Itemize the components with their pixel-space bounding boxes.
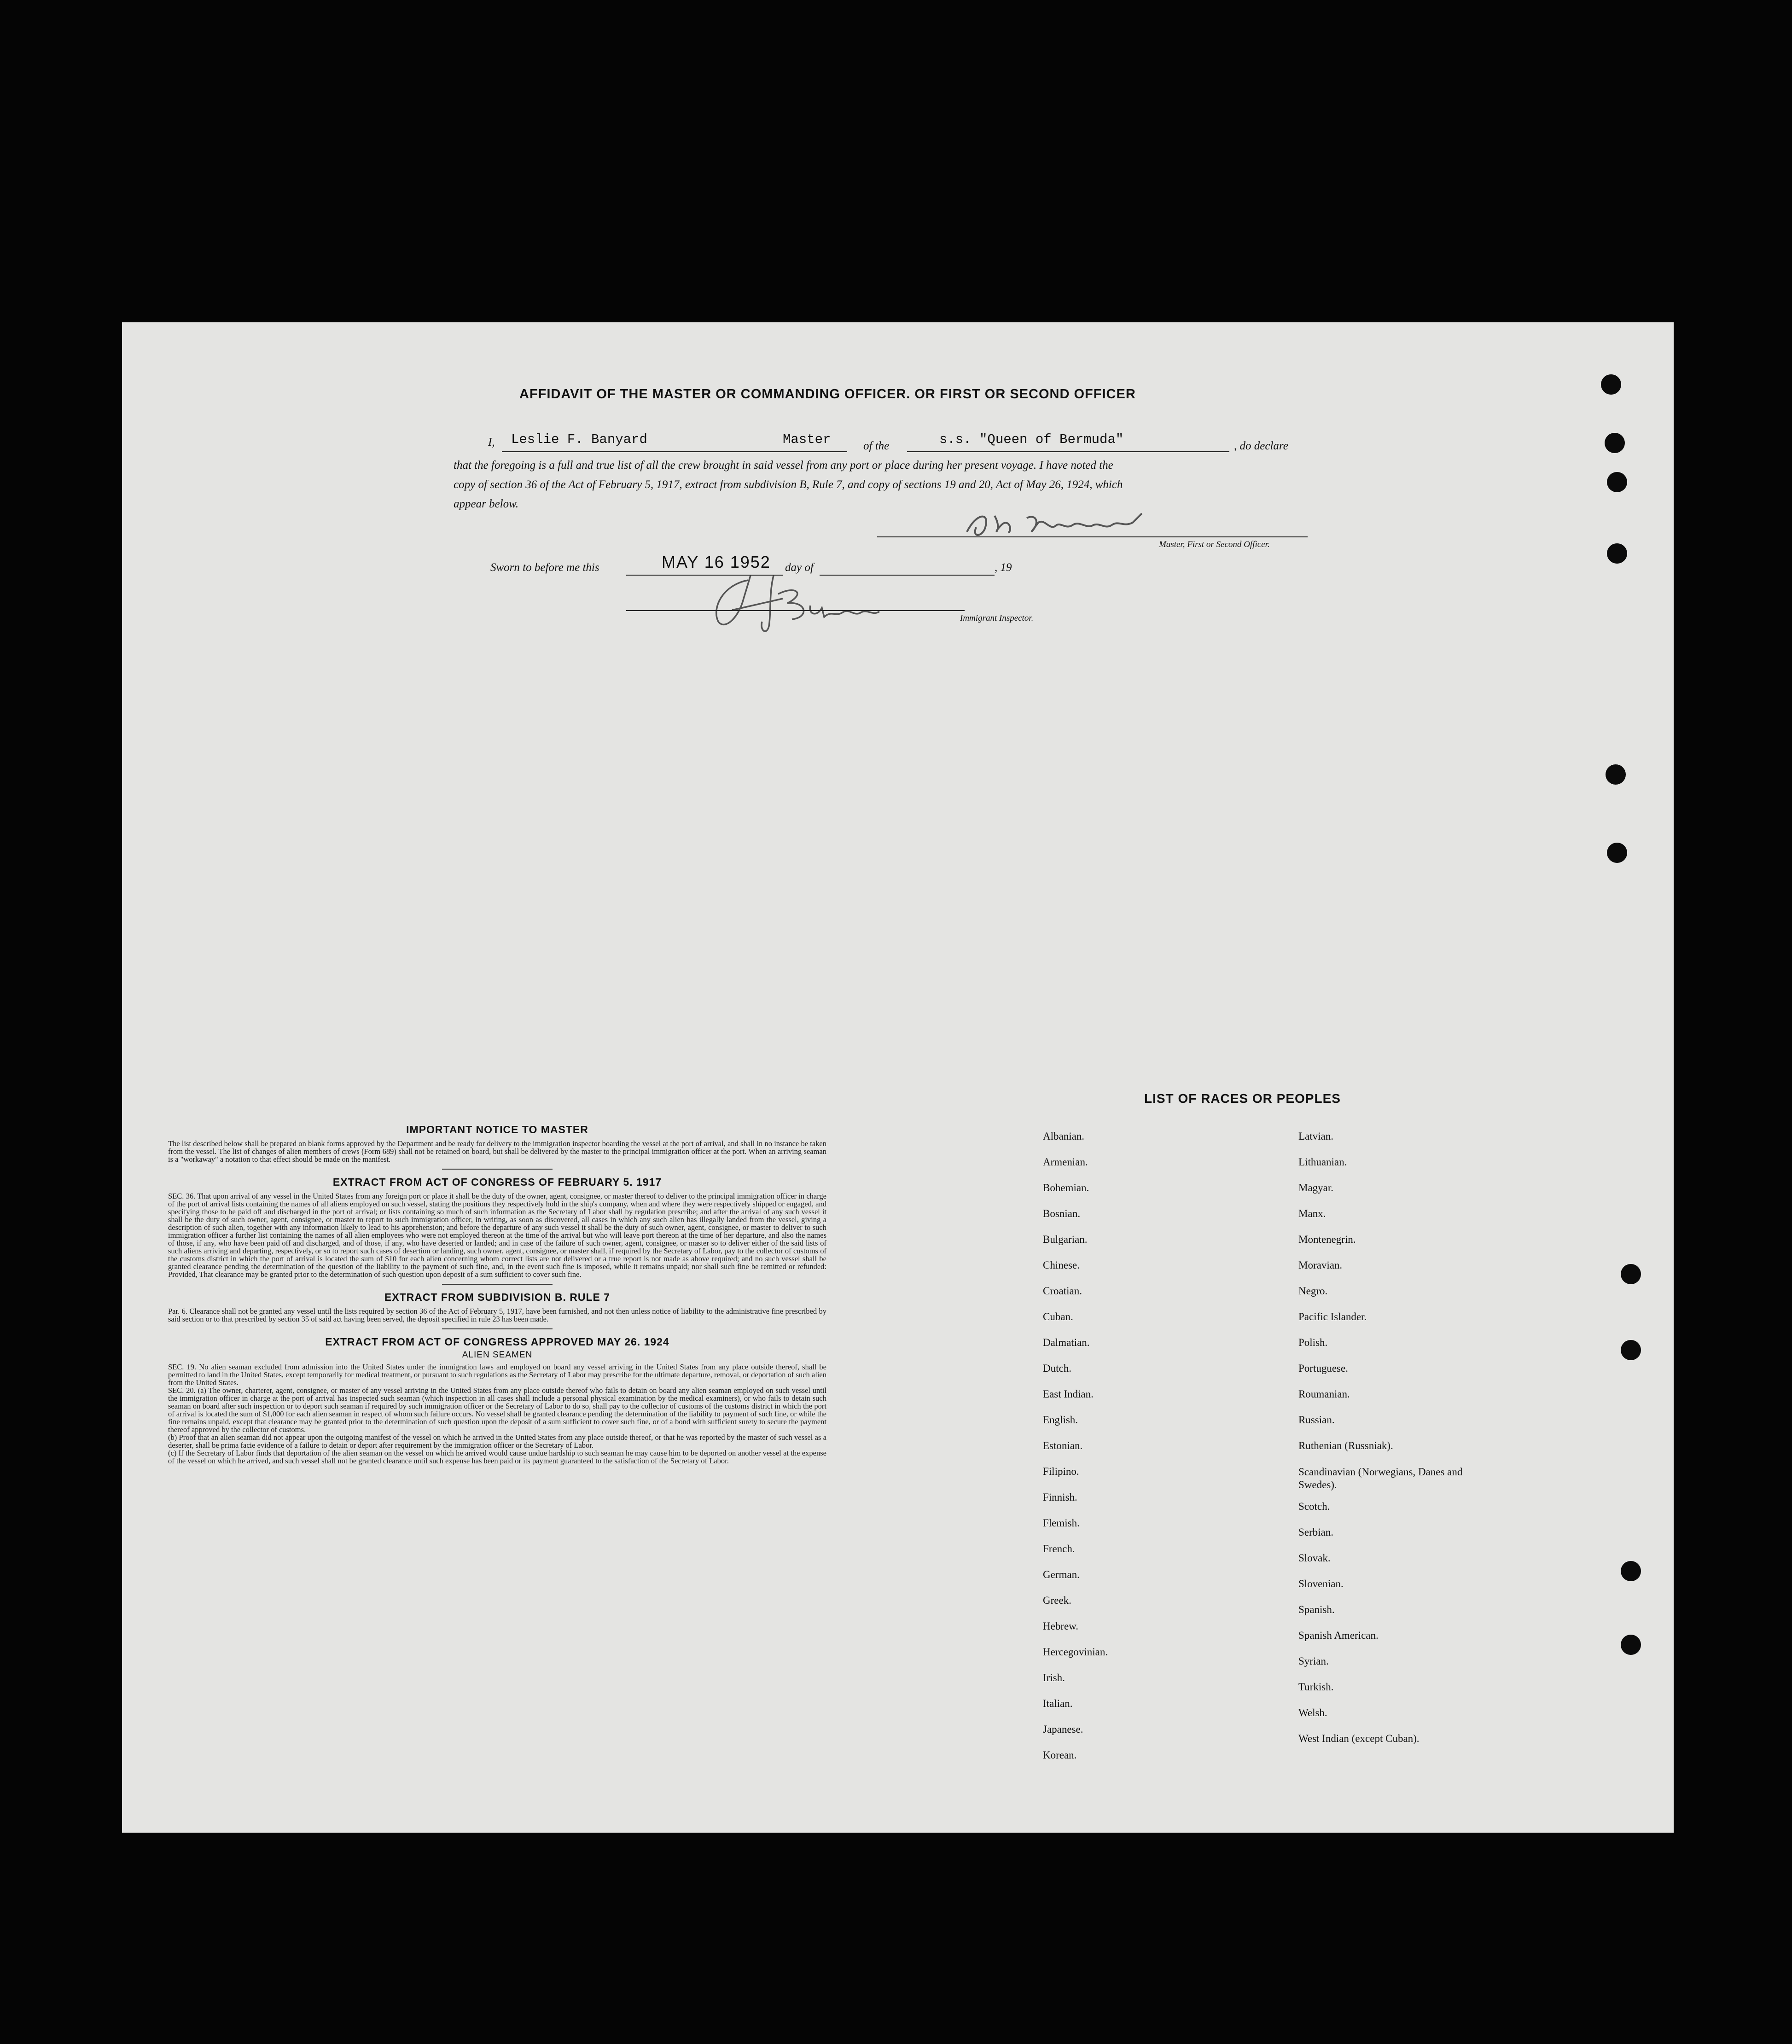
race-item: Finnish.: [1043, 1491, 1077, 1503]
race-item: French.: [1043, 1543, 1075, 1555]
inspector-signature: [704, 566, 898, 635]
declaration-line-2: that the foregoing is a full and true list of all the crew brought in said vessel from any port or place during her present voyage. I have noted the: [454, 459, 1113, 472]
section-20b-text: (b) Proof that an alien seaman did not appear upon the outgoing manifest of the vessel on which he arrived in the United States from any place outside thereof, or that he was reported by the master of such vessel as a deserter, shall be prima facie evidence of a failure to detain or deport after requirement by the immigration officer or the Secretary of Labor.: [168, 1433, 826, 1450]
year-prefix: , 19: [995, 561, 1012, 574]
date-stamp: MAY 16 1952: [662, 553, 771, 571]
extract-1924-heading: EXTRACT FROM ACT OF CONGRESS APPROVED MAY 26. 1924: [325, 1336, 669, 1348]
race-item: Filipino.: [1043, 1466, 1079, 1477]
race-item: Flemish.: [1043, 1517, 1080, 1529]
race-item: Manx.: [1298, 1208, 1326, 1219]
race-item: Serbian.: [1298, 1526, 1334, 1538]
punch-hole: [1621, 1635, 1641, 1655]
race-item: Spanish.: [1298, 1604, 1335, 1615]
punch-hole: [1621, 1264, 1641, 1284]
document-page: [122, 322, 1674, 1833]
vessel-name: s.s. "Queen of Bermuda": [939, 432, 1124, 447]
race-item: Italian.: [1043, 1698, 1073, 1709]
vessel-line: [907, 451, 1229, 452]
alien-seamen-subheading: ALIEN SEAMEN: [462, 1350, 533, 1360]
race-item: Cuban.: [1043, 1311, 1073, 1322]
race-item: Greek.: [1043, 1595, 1071, 1606]
races-heading: LIST OF RACES OR PEOPLES: [1144, 1091, 1341, 1106]
race-item: Ruthenian (Russniak).: [1298, 1440, 1393, 1451]
punch-hole: [1621, 1561, 1641, 1581]
extract-1917-text: SEC. 36. That upon arrival of any vessel in the United States from any foreign port or place it shall be the duty of the owner, agent, consignee, or master thereof to deliver to the principal immigration officer in charge of the port of arrival lists containing the names of all aliens employed on such vessel, stating the positions they respectively hold in the ship's company, when and where they were respectively shipped or engaged, and specifying those to be paid off and discharged in the port of arrival; or lists containing so much of such information as the Secretary of Labor shall by regulation prescribe; and after the arrival of any such vessel it shall be the duty of such owner, agent, consignee, or master to report to such immigration officer, in writing, as soon as discovered, all cases in which any such alien has illegally landed from the vessel, giving a description of such alien, together with any information likely to lead to his apprehension; and before the departure of any such vessel it shall be the duty of such owner, agent, consignee, or master to deliver to such immigration officer a further list containing the names of all alien employees who were not employed thereon at the time of the arrival but who will leave port thereon at the time of her departure, and also the names of those, if any, who have been paid off and discharged, and of those, if any, who have deserted or landed; and in case of the failure of such owner, agent, consignee, or master so to deliver either of the said lists of such aliens arriving and departing, respectively, or so to report such cases of desertion or landing, such owner, agent, consignee, or master shall, if required by the Secretary of Labor, pay to the collector of customs of the customs district in which the port of arrival is located the sum of $10 for each alien concerning whom correct lists are not delivered or a true report is not made as above required; and no such vessel shall be granted clearance pending the determination of the question of the liability to the payment of such fine, and, in the event such fine is imposed, while it remains unpaid; nor shall such fine be remitted or refunded: Provided, That clearance may be granted prior to the determination of such question upon deposit of a sum sufficient to cover such fine.: [168, 1192, 826, 1279]
officer-rank: Master: [783, 432, 831, 447]
do-declare-text: , do declare: [1234, 440, 1288, 452]
race-item: East Indian.: [1043, 1388, 1094, 1400]
race-item: Bulgarian.: [1043, 1234, 1088, 1245]
declaration-line-4: appear below.: [454, 498, 519, 510]
declaration-line-3: copy of section 36 of the Act of February 5, 1917, extract from subdivision B, Rule 7, and copy of sections 19 and 20, Act of May 26, 1924, which: [454, 478, 1123, 491]
race-item: Bosnian.: [1043, 1208, 1081, 1219]
race-item: West Indian (except Cuban).: [1298, 1733, 1420, 1744]
race-item: Pacific Islander.: [1298, 1311, 1367, 1322]
race-item: Korean.: [1043, 1749, 1077, 1761]
race-item: Scotch.: [1298, 1501, 1330, 1512]
race-item: Bohemian.: [1043, 1182, 1089, 1194]
race-item: Estonian.: [1043, 1440, 1083, 1451]
race-item: Roumanian.: [1298, 1388, 1350, 1400]
race-item: Albanian.: [1043, 1130, 1085, 1142]
race-item: German.: [1043, 1569, 1080, 1580]
inspector-signature-line: [626, 610, 965, 611]
affidavit-title: AFFIDAVIT OF THE MASTER OR COMMANDING OFFICER. OR FIRST OR SECOND OFFICER: [519, 387, 1136, 402]
race-item: Polish.: [1298, 1337, 1328, 1348]
master-signature-line: [877, 536, 1308, 537]
declarant-i: I,: [488, 436, 495, 448]
separator: [442, 1169, 553, 1170]
notice-heading: IMPORTANT NOTICE TO MASTER: [406, 1124, 588, 1136]
officer-name: Leslie F. Banyard: [511, 432, 647, 447]
section-20c-text: (c) If the Secretary of Labor finds that deportation of the alien seaman on the vessel on which he arrived would cause undue hardship to such seaman he may cause him to be deported on another vessel at the expense of the vessel on which he arrived, and such vessel shall not be granted clearance until such expense has been paid or its payment guaranteed to the satisfaction of the Secretary of Labor.: [168, 1449, 826, 1465]
notice-text: The list described below shall be prepared on blank forms approved by the Department and be ready for delivery to the immigration inspector boarding the vessel at the port of arrival, and shall in no instance be taken from the vessel. The list of changes of alien members of crews (Form 689) shall not be retained on board, but shall be delivered by the master to the principal immigration officer at the port. When an arriving seaman is a "workaway" a notation to that effect should be made on the manifest.: [168, 1139, 826, 1164]
race-item: Moravian.: [1298, 1259, 1343, 1271]
section-20a-text: SEC. 20. (a) The owner, charterer, agent, consignee, or master of any vessel arriving in the United States from any place outside thereof who fails to detain on board any alien seaman employed on such vessel until the immigration officer in charge at the port of arrival has inspected such seaman (which inspection in all cases shall include a personal physical examination by the medical examiners), or who fails to detain such seaman on board after such inspection or to deport such seaman if required by such immigration officer or the Secretary of Labor to do so, shall pay to the collector of customs of the customs district in which the port of arrival is located the sum of $1,000 for each alien seaman in respect of whom such failure occurs. No vessel shall be granted clearance pending the determination of the liability to payment of such fine, or while the fine remains unpaid, except that clearance may be granted prior to the determination of such question upon the deposit of a sum sufficient to cover such fine, or of a bond with sufficient surety to secure the payment thereof approved by the collector of customs.: [168, 1386, 826, 1434]
punch-hole: [1621, 1340, 1641, 1360]
punch-hole: [1607, 543, 1627, 564]
race-item: Dalmatian.: [1043, 1337, 1090, 1348]
race-item: Latvian.: [1298, 1130, 1333, 1142]
race-item: Japanese.: [1043, 1724, 1083, 1735]
punch-hole: [1607, 472, 1627, 492]
inspector-caption: Immigrant Inspector.: [960, 613, 1034, 623]
master-caption: Master, First or Second Officer.: [1159, 540, 1270, 549]
legal-extracts-column: [168, 1124, 826, 1465]
separator: [442, 1328, 553, 1329]
race-item: Croatian.: [1043, 1285, 1082, 1297]
race-item: Portuguese.: [1298, 1363, 1348, 1374]
rule-7-heading: EXTRACT FROM SUBDIVISION B. RULE 7: [384, 1291, 611, 1303]
race-item: Hercegovinian.: [1043, 1646, 1108, 1658]
race-item: Syrian.: [1298, 1655, 1329, 1667]
race-item: Hebrew.: [1043, 1620, 1079, 1632]
race-item: Turkish.: [1298, 1681, 1334, 1693]
race-item: Magyar.: [1298, 1182, 1334, 1194]
race-item: Scandinavian (Norwegians, Danes and Swedes).: [1298, 1466, 1463, 1491]
race-item: Lithuanian.: [1298, 1156, 1347, 1168]
rule-7-text: Par. 6. Clearance shall not be granted any vessel until the lists required by section 36 of the Act of February 5, 1917, have been furnished, and not then unless notice of liability to the administrative fine prescribed by said section or to that prescribed by section 35 of said act having been served, the deposit specified in rule 23 has been made.: [168, 1307, 826, 1323]
race-item: Russian.: [1298, 1414, 1335, 1426]
punch-hole: [1601, 374, 1621, 395]
race-item: Slovenian.: [1298, 1578, 1344, 1590]
section-19-text: SEC. 19. No alien seaman excluded from admission into the United States under the immigration laws and employed on board any vessel arriving in the United States from any place outside thereof, shall be permitted to land in the United States, except temporarily for medical treatment, or pursuant to such regulations as the Secretary of Labor may prescribe for the ultimate departure, removal, or deportation of such alien from the United States.: [168, 1363, 826, 1387]
race-item: Chinese.: [1043, 1259, 1080, 1271]
race-item: Montenegrin.: [1298, 1234, 1356, 1245]
extract-1917-heading: EXTRACT FROM ACT OF CONGRESS OF FEBRUARY 5. 1917: [332, 1176, 662, 1188]
separator: [442, 1284, 553, 1285]
race-item: Negro.: [1298, 1285, 1328, 1297]
sworn-text: Sworn to before me this: [490, 561, 599, 574]
race-item: English.: [1043, 1414, 1078, 1426]
race-item: Dutch.: [1043, 1363, 1071, 1374]
race-item: Welsh.: [1298, 1707, 1327, 1718]
race-item: Spanish American.: [1298, 1630, 1379, 1641]
race-item: Irish.: [1043, 1672, 1065, 1683]
of-the-text: of the: [863, 440, 890, 452]
name-line: [502, 451, 847, 452]
master-signature: [958, 504, 1169, 548]
punch-hole: [1606, 764, 1626, 785]
punch-hole: [1607, 843, 1627, 863]
day-of-text: day of: [785, 561, 814, 574]
race-item: Armenian.: [1043, 1156, 1088, 1168]
punch-hole: [1605, 433, 1625, 453]
race-item: Slovak.: [1298, 1552, 1331, 1564]
